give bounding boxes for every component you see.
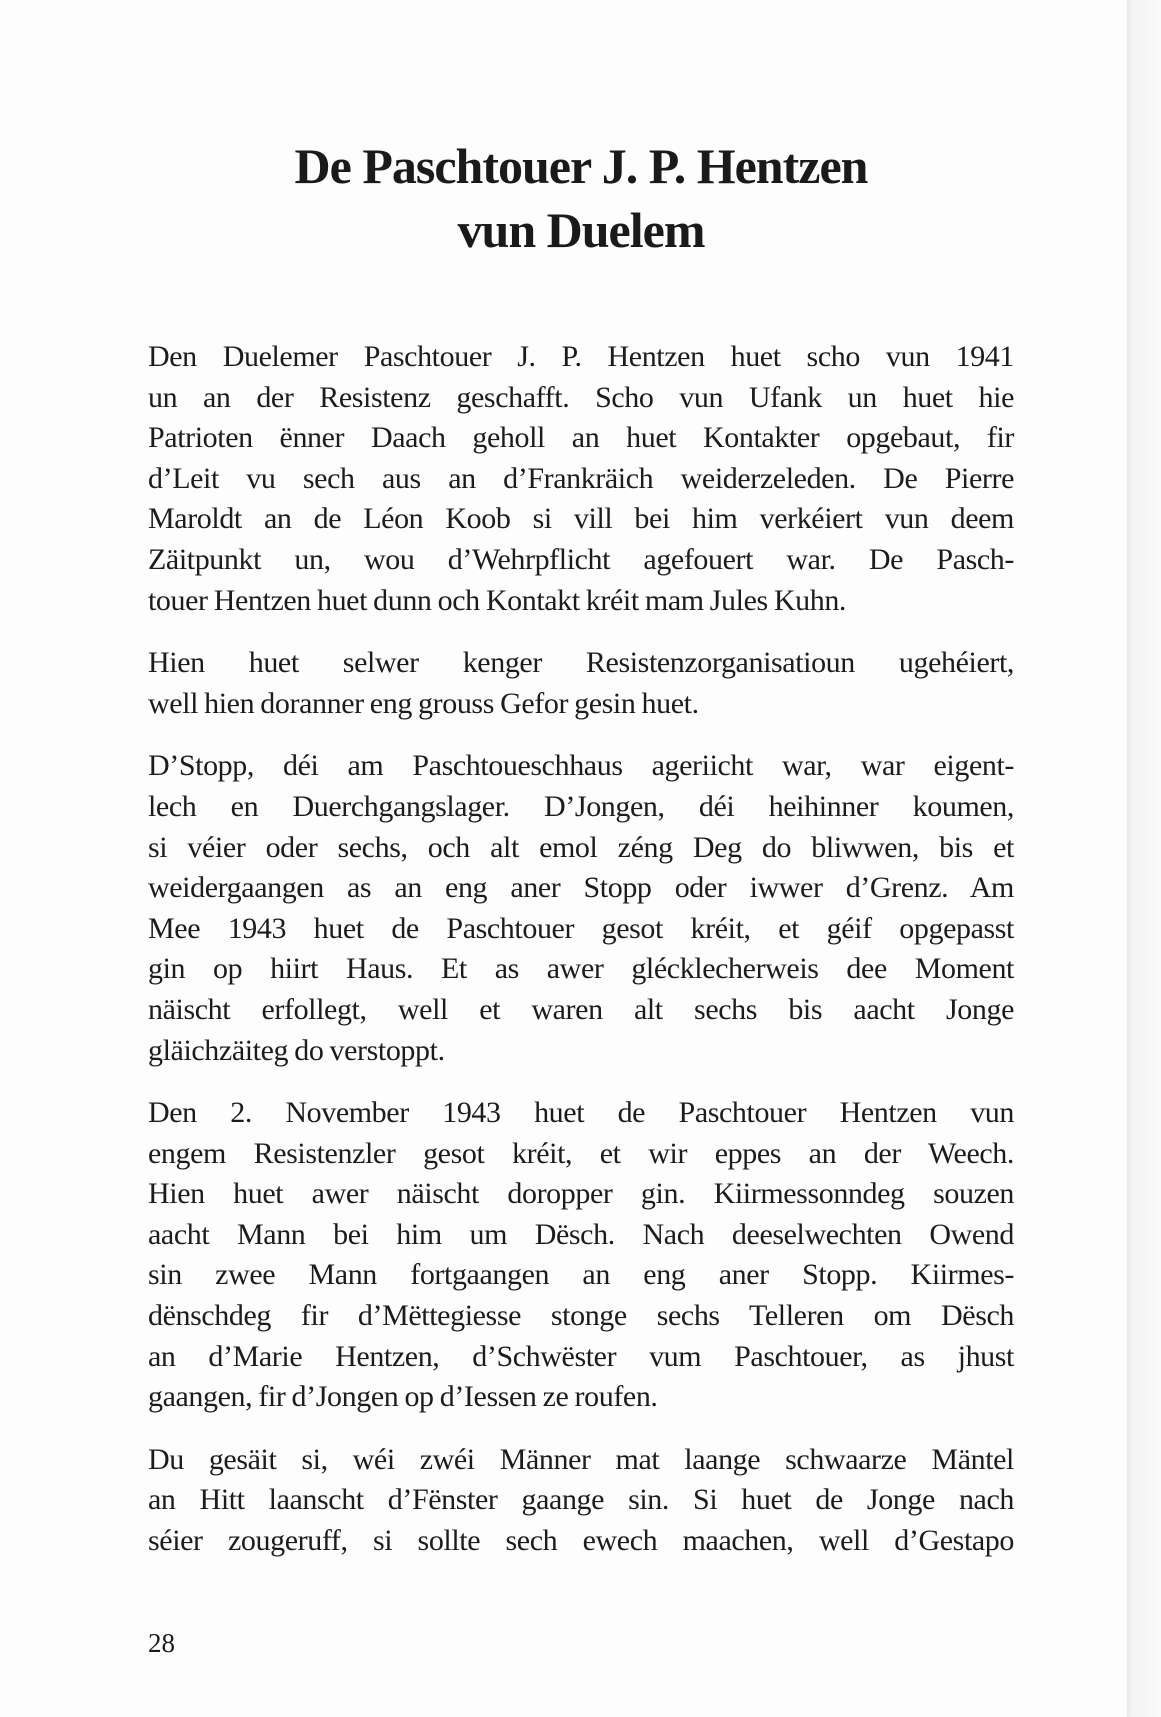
- paragraph: [148, 337, 1014, 621]
- text-line: Den Duelemer Paschtouer J. P. Hentzen huet scho vun 1941: [148, 340, 1014, 373]
- text-line: Patrioten ënner Daach geholl an huet Kontakter opgebaut, fir: [148, 421, 1014, 455]
- text-line: näischt erfollegt, well et waren alt sechs bis aacht Jonge: [148, 992, 1014, 1026]
- text-line: séier zougeruff, si sollte sech ewech maachen, well d’Gestapo: [148, 1524, 1014, 1558]
- text-line: Den 2. November 1943 huet de Paschtouer Hentzen vun: [148, 1096, 1014, 1130]
- paragraph: [148, 746, 1014, 1071]
- text-line: Hien huet awer näischt doropper gin. Kiirmessonndeg souzen: [148, 1177, 1014, 1211]
- text-line: un an der Resistenz geschafft. Scho vun Ufank un huet hie: [148, 380, 1014, 414]
- text-line: Hien huet selwer kenger Resistenzorganisatioun ugehéiert,: [148, 646, 1014, 680]
- text-line: gläichzäiteg do verstoppt.: [148, 1033, 445, 1067]
- text-line: gaangen, fir d’Jongen op d’Iessen ze roufen.: [148, 1380, 658, 1414]
- text-line: Zäitpunkt un, wou d’Wehrpflicht agefouert war. De Pasch-: [148, 542, 1014, 576]
- text-line: well hien doranner eng grouss Gefor gesin huet.: [148, 686, 699, 720]
- text-line: Maroldt an de Léon Koob si vill bei him verkéiert vun deem: [148, 502, 1014, 536]
- text-line: Mee 1943 huet de Paschtouer gesot kréit, et géif opgepasst: [148, 911, 1014, 945]
- text-line: engem Resistenzler gesot kréit, et wir eppes an der Weech.: [148, 1136, 1014, 1170]
- text-line: D’Stopp, déi am Paschtoueschhaus ageriicht war, war eigent-: [148, 749, 1014, 783]
- page-number: 28: [148, 1628, 175, 1658]
- text-line: gin op hiirt Haus. Et as awer glécklecherweis dee Moment: [148, 952, 1014, 986]
- text-line: sin zwee Mann fortgaangen an eng aner Stopp. Kiirmes-: [148, 1258, 1014, 1292]
- text-line: dënschdeg fir d’Mëttegiesse stonge sechs Telleren om Dësch: [148, 1299, 1014, 1333]
- title-line: vun Duelem: [457, 202, 705, 258]
- text-line: Du gesäit si, wéi zwéi Männer mat laange schwaarze Mäntel: [148, 1442, 1014, 1476]
- paragraph: [148, 1440, 1014, 1562]
- text-line: d’Leit vu sech aus an d’Frankräich weiderzeleden. De Pierre: [148, 461, 1014, 495]
- text-line: si véier oder sechs, och alt emol zéng Deg do bliwwen, bis et: [148, 830, 1014, 864]
- text-line: an d’Marie Hentzen, d’Schwëster vum Paschtouer, as jhust: [148, 1339, 1014, 1373]
- paragraph: [148, 643, 1014, 724]
- text-line: aacht Mann bei him um Dësch. Nach deeselwechten Owend: [148, 1217, 1014, 1251]
- text-line: touer Hentzen huet dunn och Kontakt kréit mam Jules Kuhn.: [148, 583, 847, 617]
- title-line: De Paschtouer J. P. Hentzen: [294, 138, 868, 194]
- page-edge-shadow: [1127, 0, 1161, 1717]
- body-text: [148, 337, 1014, 1584]
- text-line: an Hitt laanscht d’Fënster gaange sin. Si huet de Jonge nach: [148, 1483, 1014, 1517]
- page-title: [148, 134, 1014, 262]
- text-line: weidergaangen as an eng aner Stopp oder iwwer d’Grenz. Am: [148, 871, 1014, 905]
- paragraph: [148, 1093, 1014, 1418]
- text-line: lech en Duerchgangslager. D’Jongen, déi heihinner koumen,: [148, 789, 1014, 823]
